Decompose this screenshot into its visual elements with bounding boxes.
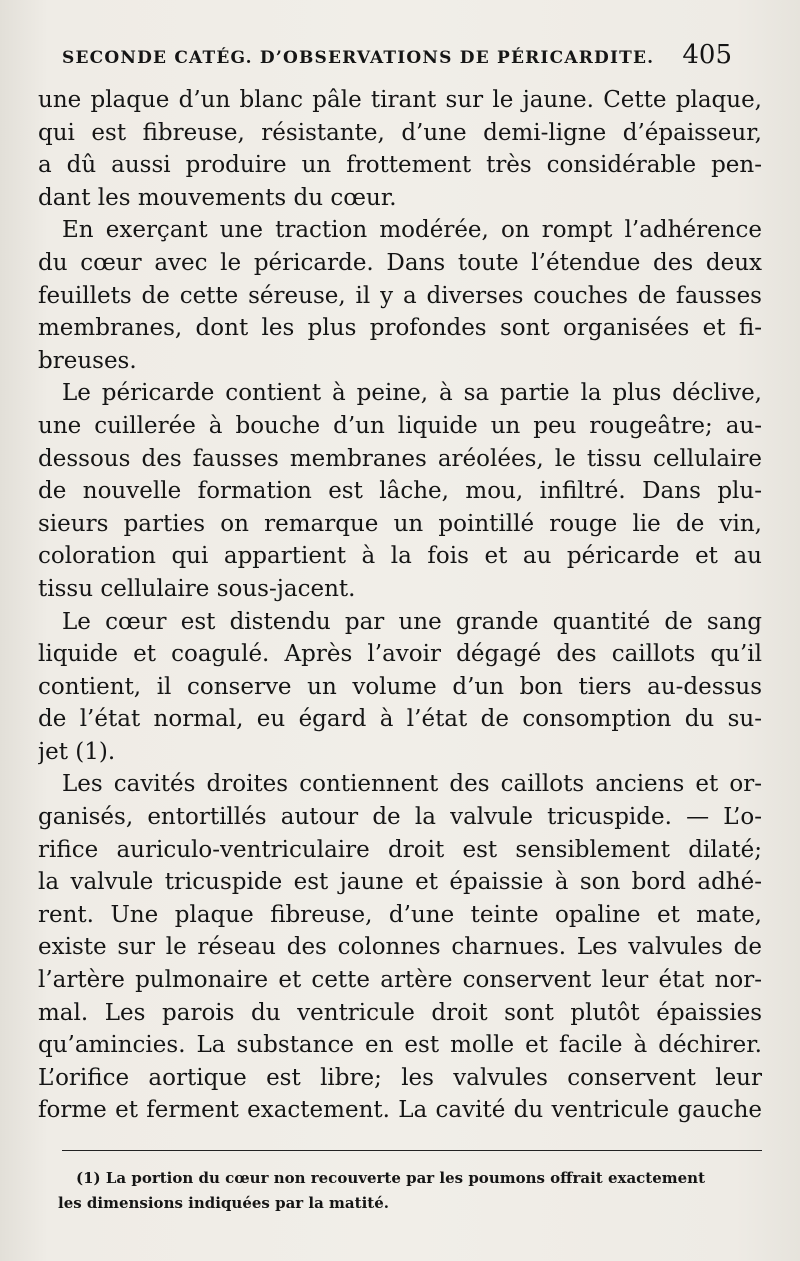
text-line: feuillets de cette séreuse, il y a diverses couches de fausses — [38, 282, 762, 309]
text-line: tissu cellulaire sous-jacent. — [38, 575, 356, 602]
text-line: dant les mouvements du cœur. — [38, 184, 397, 211]
text-line: de l’état normal, eu égard à l’état de consomption du su- — [38, 706, 762, 733]
footnote — [58, 1166, 764, 1216]
text-line: la valvule tricuspide est jaune et épaissie à son bord adhé- — [38, 869, 762, 896]
text-line: breuses. — [38, 347, 137, 374]
text-line: rifice auriculo-ventriculaire droit est sensiblement dilaté; — [38, 836, 762, 863]
text-line: une cuillerée à bouche d’un liquide un peu rougeâtre; au- — [38, 412, 762, 439]
text-line: l’artère pulmonaire et cette artère conservent leur état nor- — [38, 967, 762, 994]
text-line: une plaque d’un blanc pâle tirant sur le jaune. Cette plaque, — [38, 87, 762, 113]
text-line: dessous des fausses membranes aréolées, le tissu cellulaire — [38, 445, 762, 472]
text-line: ganisés, entortillés autour de la valvule tricuspide. — L’o- — [38, 804, 762, 831]
text-line: forme et ferment exactement. La cavité du ventricule gauche — [38, 1097, 762, 1124]
text-line: membranes, dont les plus profondes sont organisées et fi- — [38, 315, 762, 342]
body-text — [38, 84, 762, 1127]
text-line: qui est fibreuse, résistante, d’une demi-ligne d’épaisseur, — [38, 119, 762, 146]
text-line: qu’amincies. La substance en est molle et facile à déchirer. — [38, 1032, 762, 1059]
text-line: existe sur le réseau des colonnes charnues. Les valvules de — [38, 934, 762, 961]
text-line: Les cavités droites contiennent des caillots anciens et or- — [62, 771, 762, 798]
footnote-rule — [62, 1150, 762, 1151]
text-line: Le cœur est distendu par une grande quantité de sang — [62, 608, 762, 635]
text-line: contient, il conserve un volume d’un bon tiers au-dessus — [38, 673, 762, 700]
text-line: a dû aussi produire un frottement très considérable pen- — [38, 152, 762, 179]
footnote-line: (1) La portion du cœur non recouverte par les poumons offrait exactement — [76, 1169, 706, 1187]
text-line: jet (1). — [38, 738, 116, 765]
text-line: Le péricarde contient à peine, à sa partie la plus déclive, — [62, 380, 762, 407]
footnote-line: les dimensions indiquées par la matité. — [58, 1194, 389, 1212]
running-title: SECONDE CATÉG. D’OBSERVATIONS DE PÉRICARDITE. — [62, 48, 655, 68]
text-line: mal. Les parois du ventricule droit sont plutôt épaissies — [38, 999, 762, 1026]
text-line: de nouvelle formation est lâche, mou, infiltré. Dans plu- — [38, 478, 762, 505]
text-line: rent. Une plaque fibreuse, d’une teinte opaline et mate, — [38, 901, 762, 928]
text-line: du cœur avec le péricarde. Dans toute l’étendue des deux — [38, 249, 762, 276]
text-line: liquide et coagulé. Après l’avoir dégagé des caillots qu’il — [38, 641, 762, 668]
page-header — [62, 40, 732, 74]
text-line: coloration qui appartient à la fois et au péricarde et au — [38, 543, 762, 570]
text-line: L’orifice aortique est libre; les valvules conservent leur — [38, 1064, 762, 1091]
text-line: En exerçant une traction modérée, on rompt l’adhérence — [62, 217, 762, 244]
page-number: 405 — [682, 40, 732, 70]
text-line: sieurs parties on remarque un pointillé rouge lie de vin, — [38, 510, 762, 537]
